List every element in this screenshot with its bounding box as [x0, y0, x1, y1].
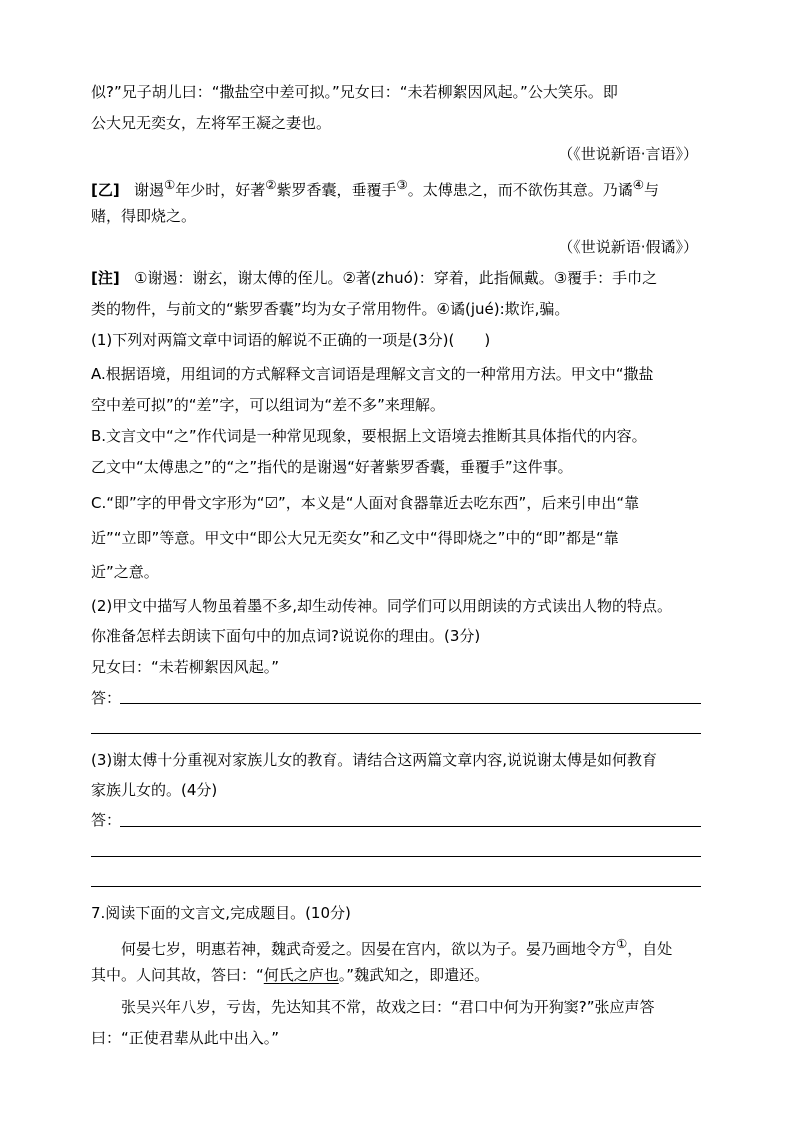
question-2-line: 你准备怎样去朗读下面句中的加点词?说说你的理由。(3分) [91, 627, 481, 645]
answer-line[interactable] [120, 703, 701, 704]
question-7: 7.阅读下面的文言文,完成题目。(10分) [91, 904, 351, 922]
option-c-line: 近”之意。 [91, 563, 159, 581]
passage-line: 何晏七岁，明惠若神，魏武奇爱之。因晏在宫内，欲以为子。晏乃画地令方①，自处 [121, 936, 673, 958]
option-c-line: C.“即”字的甲骨文字形为“☑”，本义是“人面对食器靠近去吃东西”，后来引申出“靠 [91, 494, 640, 512]
question-2: (2)甲文中描写人物虽着墨不多,却生动传神。同学们可以用朗读的方式读出人物的特点。 [91, 597, 673, 615]
note-tag: [注] [91, 269, 120, 287]
section-tag: [乙] [91, 181, 120, 199]
option-a-line: A.根据语境，用组词的方式解释文言词语是理解文言文的一种常用方法。甲文中“撒盐 [91, 365, 654, 383]
text-line: 公大兄无奕女，左将军王凝之妻也。 [91, 114, 332, 132]
question-2-quote: 兄女曰：“未若柳絮因风起。” [91, 658, 280, 676]
answer-line[interactable] [120, 826, 701, 827]
text-line: 似?”兄子胡儿曰：“撒盐空中差可拟。”兄女曰：“未若柳絮因风起。”公大笑乐。即 [91, 83, 618, 101]
answer-line[interactable] [91, 856, 701, 857]
underlined-phrase: 何氏之庐也 [263, 966, 339, 984]
passage-line: 其中。人问其故，答曰：“何氏之庐也。”魏武知之，即遣还。 [91, 966, 490, 984]
option-b-line: B.文言文中“之”作代词是一种常见现象，要根据上文语境去推断其具体指代的内容。 [91, 427, 647, 445]
source-citation: （《世说新语·言语》） [558, 145, 698, 163]
option-b-line: 乙文中“太傅患之”的“之”指代的是谢遏“好著紫罗香囊，垂覆手”这件事。 [91, 458, 573, 476]
answer-line[interactable] [91, 886, 701, 887]
text-line: 赌，得即烧之。 [91, 207, 197, 225]
text-line: [乙] 谢遏①年少时，好著②紫罗香囊，垂覆手③。太傅患之，而不欲伤其意。乃谲④与 [91, 177, 659, 199]
question-3-line: 家族儿女的。(4分) [91, 781, 218, 799]
passage-line: 曰：“正使君辈从此中出入。” [91, 1029, 280, 1047]
question-3: (3)谢太傅十分重视对家族儿女的教育。请结合这两篇文章内容,说说谢太傅是如何教育 [91, 751, 658, 769]
answer-line[interactable] [91, 733, 701, 734]
answer-label: 答： [91, 689, 122, 707]
answer-label: 答： [91, 811, 122, 829]
passage-line: 张吴兴年八岁，亏齿，先达知其不常，故戏之曰：“君口中何为开狗窦?”张应声答 [121, 998, 655, 1016]
note-line: [注] ①谢遏：谢玄，谢太傅的侄儿。②著(zhuó)：穿着，此指佩戴。③覆手：手巾之 [91, 269, 658, 287]
option-a-line: 空中差可拟”的“差”字，可以组词为“差不多”来理解。 [91, 396, 445, 414]
note-line: 类的物件，与前文的“紫罗香囊”均为女子常用物件。④谲(jué):欺诈,骗。 [91, 300, 570, 318]
source-citation: （《世说新语·假谲》） [558, 238, 698, 256]
option-c-line: 近”“立即”等意。甲文中“即公大兄无奕女”和乙文中“得即烧之”中的“即”都是“靠 [91, 529, 619, 547]
question-1: (1)下列对两篇文章中词语的解说不正确的一项是(3分)( ) [91, 331, 491, 349]
